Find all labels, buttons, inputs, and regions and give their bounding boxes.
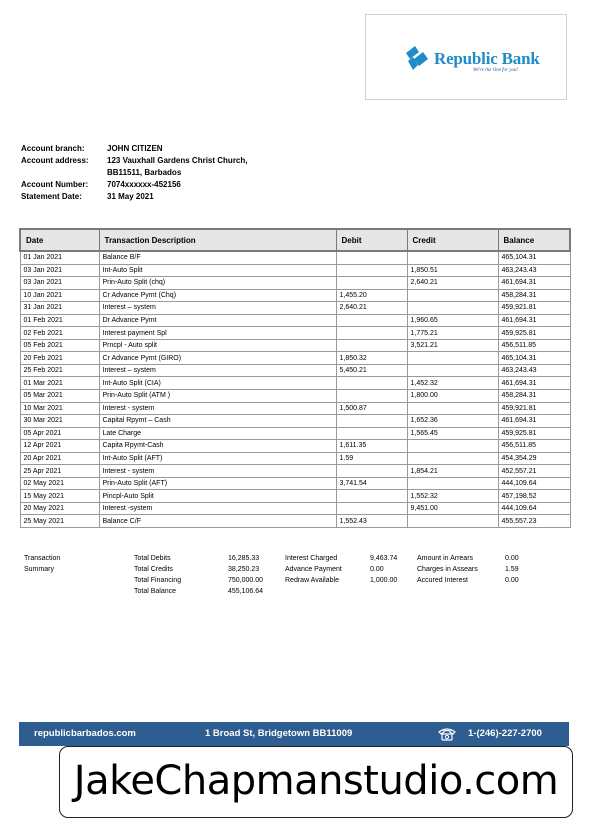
cell-date: 25 May 2021 bbox=[20, 515, 99, 528]
cell-debit bbox=[336, 427, 407, 440]
cell-debit: 2,640.21 bbox=[336, 302, 407, 315]
cell-date: 05 Mar 2021 bbox=[20, 390, 99, 403]
cell-date: 20 Apr 2021 bbox=[20, 452, 99, 465]
footer-address: 1 Broad St, Bridgetown BB11009 bbox=[205, 728, 353, 739]
cell-debit: 1.59 bbox=[336, 452, 407, 465]
table-row bbox=[20, 427, 570, 440]
cell-description: Cr Advance Pymt (GIRO) bbox=[99, 352, 336, 365]
summary-value: 455,106.64 bbox=[228, 588, 264, 595]
header-description: Transaction Description bbox=[99, 229, 336, 251]
bank-name: Republic Bank bbox=[434, 49, 540, 68]
cell-description: Capita Rpymt-Cash bbox=[99, 440, 336, 453]
phone-icon bbox=[437, 726, 457, 742]
header-balance: Balance bbox=[498, 229, 570, 251]
table-row bbox=[20, 314, 570, 327]
header-credit: Credit bbox=[407, 229, 498, 251]
account-address-line2: BB11511, Barbados bbox=[107, 168, 182, 177]
table-row bbox=[20, 264, 570, 277]
cell-debit: 5,450.21 bbox=[336, 364, 407, 377]
cell-description: Interest payment Spl bbox=[99, 327, 336, 340]
cell-credit bbox=[407, 251, 498, 264]
republic-bank-logo-icon bbox=[404, 43, 430, 73]
cell-description: Prin-Auto Split (ATM ) bbox=[99, 390, 336, 403]
cell-credit: 1,775.21 bbox=[407, 327, 498, 340]
table-row bbox=[20, 477, 570, 490]
statement-date-label: Statement Date: bbox=[21, 192, 82, 201]
cell-credit bbox=[407, 302, 498, 315]
cell-description: Balance B/F bbox=[99, 251, 336, 264]
cell-description: Capital Rpymt – Cash bbox=[99, 415, 336, 428]
cell-credit: 1,800.00 bbox=[407, 390, 498, 403]
cell-description: Late Charge bbox=[99, 427, 336, 440]
cell-balance: 465,104.31 bbox=[498, 251, 570, 264]
cell-credit bbox=[407, 352, 498, 365]
table-row bbox=[20, 327, 570, 340]
cell-debit bbox=[336, 502, 407, 515]
table-row bbox=[20, 465, 570, 478]
cell-credit: 1,552.32 bbox=[407, 490, 498, 503]
cell-credit bbox=[407, 289, 498, 302]
table-row bbox=[20, 415, 570, 428]
cell-debit bbox=[336, 264, 407, 277]
cell-balance: 459,921.81 bbox=[498, 402, 570, 415]
account-branch-value: JOHN CITIZEN bbox=[107, 144, 163, 153]
cell-date: 12 Apr 2021 bbox=[20, 440, 99, 453]
cell-balance: 456,511.85 bbox=[498, 440, 570, 453]
cell-date: 03 Jan 2021 bbox=[20, 277, 99, 290]
cell-date: 25 Feb 2021 bbox=[20, 364, 99, 377]
summary-title bbox=[24, 553, 60, 575]
account-address-line1: 123 Vauxhall Gardens Christ Church, bbox=[107, 156, 248, 165]
cell-credit: 1,452.32 bbox=[407, 377, 498, 390]
table-row bbox=[20, 339, 570, 352]
summary-label: Amount in Arrears bbox=[417, 555, 474, 562]
cell-credit bbox=[407, 515, 498, 528]
cell-credit: 9,451.00 bbox=[407, 502, 498, 515]
table-row bbox=[20, 452, 570, 465]
cell-balance: 459,921.81 bbox=[498, 302, 570, 315]
account-address-label: Account address: bbox=[21, 156, 89, 165]
summary-value: 0.00 bbox=[505, 555, 519, 562]
cell-credit: 1,960.65 bbox=[407, 314, 498, 327]
cell-credit bbox=[407, 452, 498, 465]
summary-label: Charges in Assears bbox=[417, 566, 478, 573]
table-row bbox=[20, 440, 570, 453]
cell-description: Cr Advance Pymt (Chq) bbox=[99, 289, 336, 302]
cell-credit: 2,640.21 bbox=[407, 277, 498, 290]
account-info bbox=[21, 143, 248, 203]
header-date: Date bbox=[20, 229, 99, 251]
cell-description: Prncpl - Auto split bbox=[99, 339, 336, 352]
cell-debit: 1,552.43 bbox=[336, 515, 407, 528]
cell-balance: 461,694.31 bbox=[498, 377, 570, 390]
cell-balance: 465,104.31 bbox=[498, 352, 570, 365]
summary-value: 16,285.33 bbox=[228, 555, 260, 562]
cell-date: 02 Feb 2021 bbox=[20, 327, 99, 340]
table-row bbox=[20, 352, 570, 365]
summary-label: Total Debits bbox=[134, 555, 171, 562]
summary-value: 0.00 bbox=[370, 566, 384, 573]
cell-credit: 3,521.21 bbox=[407, 339, 498, 352]
summary-value: 1,000.00 bbox=[370, 577, 398, 584]
table-row bbox=[20, 251, 570, 264]
cell-date: 20 May 2021 bbox=[20, 502, 99, 515]
cell-balance: 459,925.81 bbox=[498, 327, 570, 340]
account-number-label: Account Number: bbox=[21, 180, 89, 189]
cell-date: 15 May 2021 bbox=[20, 490, 99, 503]
table-row bbox=[20, 302, 570, 315]
table-row bbox=[20, 402, 570, 415]
footer-bar bbox=[19, 722, 569, 746]
summary-label: Accured Interest bbox=[417, 577, 468, 584]
summary-value: 38,250.23 bbox=[228, 566, 260, 573]
cell-debit bbox=[336, 339, 407, 352]
cell-debit: 3,741.54 bbox=[336, 477, 407, 490]
summary-value: 750,000.00 bbox=[228, 577, 264, 584]
cell-debit bbox=[336, 327, 407, 340]
cell-date: 02 May 2021 bbox=[20, 477, 99, 490]
cell-balance: 459,925.81 bbox=[498, 427, 570, 440]
cell-balance: 455,557.23 bbox=[498, 515, 570, 528]
cell-balance: 463,243.43 bbox=[498, 364, 570, 377]
summary-value: 9,463.74 bbox=[370, 555, 398, 562]
cell-debit: 1,611.35 bbox=[336, 440, 407, 453]
cell-debit bbox=[336, 465, 407, 478]
watermark-text: JakeChapmanstudio.com bbox=[73, 758, 559, 804]
cell-balance: 458,284.31 bbox=[498, 390, 570, 403]
cell-credit bbox=[407, 402, 498, 415]
transactions-table bbox=[19, 228, 571, 528]
cell-balance: 454,354.29 bbox=[498, 452, 570, 465]
summary-col2-values bbox=[370, 553, 397, 586]
cell-description: Int-Auto Split bbox=[99, 264, 336, 277]
footer-phone[interactable]: 1-(246)-227-2700 bbox=[468, 728, 542, 739]
cell-description: Balance C/F bbox=[99, 515, 336, 528]
table-header-row bbox=[20, 229, 570, 251]
cell-debit bbox=[336, 415, 407, 428]
summary-label: Redraw Available bbox=[285, 577, 339, 584]
cell-description: Interest - system bbox=[99, 465, 336, 478]
footer-website[interactable]: republicbarbados.com bbox=[34, 728, 136, 739]
cell-debit: 1,850.32 bbox=[336, 352, 407, 365]
summary-col3-values bbox=[505, 553, 519, 586]
cell-balance: 461,694.31 bbox=[498, 415, 570, 428]
table-row bbox=[20, 515, 570, 528]
summary-col1-labels bbox=[134, 553, 181, 597]
cell-date: 10 Jan 2021 bbox=[20, 289, 99, 302]
table-row bbox=[20, 377, 570, 390]
summary-col3-labels bbox=[417, 553, 478, 586]
bank-tagline: We're the One for you! bbox=[473, 68, 519, 73]
watermark-banner bbox=[59, 746, 573, 818]
summary-title-line1: Transaction bbox=[24, 555, 61, 562]
table-row bbox=[20, 502, 570, 515]
cell-debit bbox=[336, 390, 407, 403]
cell-description: Prin-Auto Split (AFT) bbox=[99, 477, 336, 490]
cell-debit: 1,455.20 bbox=[336, 289, 407, 302]
cell-balance: 461,694.31 bbox=[498, 314, 570, 327]
table-row bbox=[20, 390, 570, 403]
cell-date: 01 Feb 2021 bbox=[20, 314, 99, 327]
summary-label: Total Financing bbox=[134, 577, 182, 584]
cell-description: Prin-Auto Split (chq) bbox=[99, 277, 336, 290]
statement-date-value: 31 May 2021 bbox=[107, 192, 154, 201]
cell-description: Interest – system bbox=[99, 302, 336, 315]
summary-label: Total Balance bbox=[134, 588, 177, 595]
cell-credit bbox=[407, 440, 498, 453]
cell-debit bbox=[336, 277, 407, 290]
cell-date: 03 Jan 2021 bbox=[20, 264, 99, 277]
cell-credit: 1,652.36 bbox=[407, 415, 498, 428]
cell-description: Dr Advance Pymt bbox=[99, 314, 336, 327]
cell-balance: 457,198.52 bbox=[498, 490, 570, 503]
cell-debit bbox=[336, 377, 407, 390]
cell-date: 05 Apr 2021 bbox=[20, 427, 99, 440]
cell-description: Interest -system bbox=[99, 502, 336, 515]
summary-label: Interest Charged bbox=[285, 555, 338, 562]
cell-date: 05 Feb 2021 bbox=[20, 339, 99, 352]
table-row bbox=[20, 289, 570, 302]
table-row bbox=[20, 490, 570, 503]
cell-date: 31 Jan 2021 bbox=[20, 302, 99, 315]
cell-balance: 456,511.85 bbox=[498, 339, 570, 352]
summary-label: Advance Payment bbox=[285, 566, 342, 573]
cell-description: Int-Auto Split (AFT) bbox=[99, 452, 336, 465]
summary-title-line2: Summary bbox=[24, 566, 54, 573]
cell-date: 01 Mar 2021 bbox=[20, 377, 99, 390]
cell-debit: 1,500.87 bbox=[336, 402, 407, 415]
cell-description: Pincpl-Auto Split bbox=[99, 490, 336, 503]
account-number-value: 7074xxxxxx-452156 bbox=[107, 180, 181, 189]
cell-credit: 1,854.21 bbox=[407, 465, 498, 478]
cell-description: Interest – system bbox=[99, 364, 336, 377]
cell-credit bbox=[407, 364, 498, 377]
summary-value: 0.00 bbox=[505, 577, 519, 584]
cell-balance: 463,243.43 bbox=[498, 264, 570, 277]
cell-balance: 444,109.64 bbox=[498, 477, 570, 490]
cell-balance: 461,694.31 bbox=[498, 277, 570, 290]
cell-balance: 452,557.21 bbox=[498, 465, 570, 478]
cell-balance: 444,109.64 bbox=[498, 502, 570, 515]
cell-credit: 1,565.45 bbox=[407, 427, 498, 440]
summary-col2-labels bbox=[285, 553, 342, 586]
cell-debit bbox=[336, 490, 407, 503]
cell-debit bbox=[336, 251, 407, 264]
cell-credit bbox=[407, 477, 498, 490]
cell-date: 10 Mar 2021 bbox=[20, 402, 99, 415]
cell-credit: 1,850.51 bbox=[407, 264, 498, 277]
account-branch-label: Account branch: bbox=[21, 144, 85, 153]
summary-value: 1.59 bbox=[505, 566, 519, 573]
cell-date: 30 Mar 2021 bbox=[20, 415, 99, 428]
summary-label: Total Credits bbox=[134, 566, 173, 573]
cell-date: 20 Feb 2021 bbox=[20, 352, 99, 365]
transactions-body bbox=[20, 251, 570, 528]
cell-description: Interest - system bbox=[99, 402, 336, 415]
bank-logo-box bbox=[365, 14, 567, 100]
cell-description: Int-Auto Split (CIA) bbox=[99, 377, 336, 390]
summary-col1-values bbox=[228, 553, 263, 597]
cell-date: 25 Apr 2021 bbox=[20, 465, 99, 478]
cell-debit bbox=[336, 314, 407, 327]
table-row bbox=[20, 364, 570, 377]
table-row bbox=[20, 277, 570, 290]
cell-date: 01 Jan 2021 bbox=[20, 251, 99, 264]
header-debit: Debit bbox=[336, 229, 407, 251]
cell-balance: 458,284.31 bbox=[498, 289, 570, 302]
